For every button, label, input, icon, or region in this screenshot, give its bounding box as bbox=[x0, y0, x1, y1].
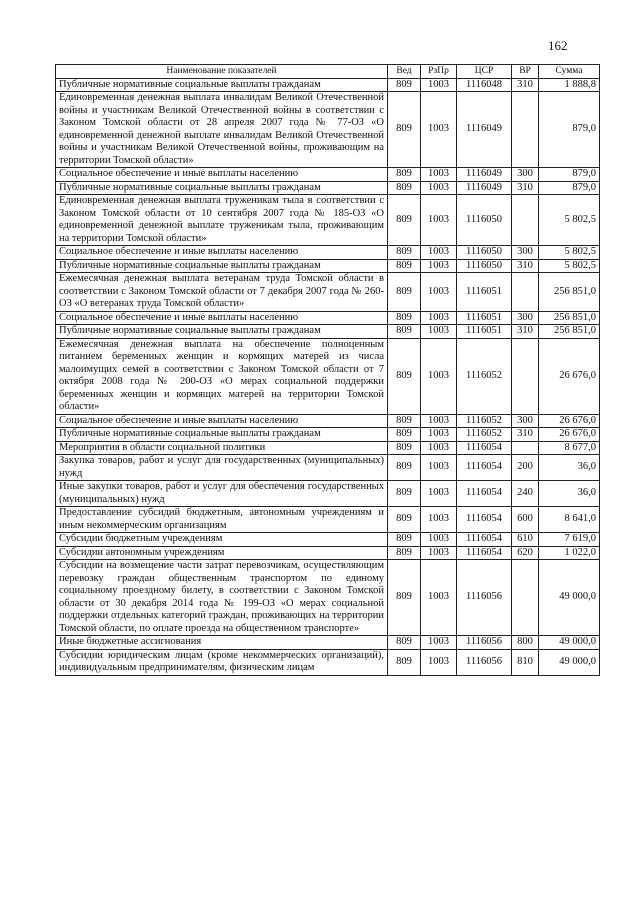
cell-ved: 809 bbox=[388, 181, 421, 195]
cell-vr bbox=[512, 92, 539, 168]
cell-name: Предоставление субсидий бюджетным, автономным учреждениям и иным некоммерческим организациям bbox=[56, 507, 388, 533]
cell-sum: 5 802,5 bbox=[539, 259, 600, 273]
cell-vr: 300 bbox=[512, 168, 539, 182]
cell-csr: 1116056 bbox=[457, 636, 512, 650]
header-vr: ВР bbox=[512, 65, 539, 79]
cell-vr bbox=[512, 441, 539, 455]
cell-csr: 1116049 bbox=[457, 168, 512, 182]
cell-name: Субсидии на возмещение части затрат перевозчикам, осуществляющим перевозку граждан общественным транспортом по единому социальному проездному билету, в соответствии с Законом Томской области от 30 декабря 2014 года № 199-ОЗ «О мерах социальной поддержки отдельных категорий граждан, проживающих на территории Томской области, по оплате проезда на общественном транспорте» bbox=[56, 560, 388, 636]
cell-vr: 200 bbox=[512, 455, 539, 481]
page-number: 162 bbox=[548, 38, 568, 53]
cell-name: Ежемесячная денежная выплата на обеспечение полноценным питанием беременных женщин и кормящих матерей из числа малоимущих семей в соответствии с Законом Томской области от 7 октября 2008 года № 200-ОЗ «О мерах социальной поддержки беременных женщин и кормящих матерей на территории Томской области» bbox=[56, 338, 388, 414]
cell-csr: 1116050 bbox=[457, 195, 512, 246]
table-row bbox=[56, 195, 600, 246]
cell-rzpr: 1003 bbox=[421, 441, 457, 455]
cell-sum: 49 000,0 bbox=[539, 560, 600, 636]
cell-sum: 256 851,0 bbox=[539, 273, 600, 312]
cell-ved: 809 bbox=[388, 273, 421, 312]
table-header-row bbox=[56, 65, 600, 79]
cell-vr: 620 bbox=[512, 546, 539, 560]
cell-vr: 310 bbox=[512, 78, 539, 92]
cell-rzpr: 1003 bbox=[421, 311, 457, 325]
cell-vr: 240 bbox=[512, 481, 539, 507]
cell-name: Единовременная денежная выплата инвалидам Великой Отечественной войны и участникам Великой Отечественной войны в соответствии с Законом Томской области от 28 апреля 2007 года № 77-ОЗ «О единовременной денежной выплате инвалидам Великой Отечественной войны и участникам Великой Отечественной войны, проживающим на территории Томской области» bbox=[56, 92, 388, 168]
cell-csr: 1116051 bbox=[457, 273, 512, 312]
cell-ved: 809 bbox=[388, 481, 421, 507]
cell-name: Публичные нормативные социальные выплаты гражданам bbox=[56, 181, 388, 195]
cell-name: Публичные нормативные социальные выплаты гражданам bbox=[56, 325, 388, 339]
cell-name: Субсидии автономным учреждениям bbox=[56, 546, 388, 560]
cell-rzpr: 1003 bbox=[421, 325, 457, 339]
cell-ved: 809 bbox=[388, 560, 421, 636]
table-row bbox=[56, 246, 600, 260]
table-row bbox=[56, 649, 600, 675]
cell-name: Публичные нормативные социальные выплаты гражданам bbox=[56, 259, 388, 273]
cell-ved: 809 bbox=[388, 414, 421, 428]
cell-sum: 879,0 bbox=[539, 181, 600, 195]
table-row bbox=[56, 168, 600, 182]
cell-csr: 1116054 bbox=[457, 507, 512, 533]
cell-csr: 1116051 bbox=[457, 325, 512, 339]
table-row bbox=[56, 78, 600, 92]
cell-csr: 1116051 bbox=[457, 311, 512, 325]
cell-rzpr: 1003 bbox=[421, 560, 457, 636]
cell-csr: 1116050 bbox=[457, 246, 512, 260]
cell-sum: 1 888,8 bbox=[539, 78, 600, 92]
cell-sum: 26 676,0 bbox=[539, 338, 600, 414]
cell-ved: 809 bbox=[388, 649, 421, 675]
cell-name: Социальное обеспечение и иные выплаты населению bbox=[56, 246, 388, 260]
cell-name: Единовременная денежная выплата труженикам тыла в соответствии с Законом Томской области от 10 сентября 2007 года № 185-ОЗ «О единовременной денежной выплате труженикам тыла, проживающим на территории Томской области» bbox=[56, 195, 388, 246]
header-csr: ЦСР bbox=[457, 65, 512, 79]
table-row bbox=[56, 507, 600, 533]
table-row bbox=[56, 181, 600, 195]
cell-csr: 1116056 bbox=[457, 649, 512, 675]
cell-ved: 809 bbox=[388, 441, 421, 455]
cell-rzpr: 1003 bbox=[421, 428, 457, 442]
cell-sum: 36,0 bbox=[539, 455, 600, 481]
cell-sum: 5 802,5 bbox=[539, 195, 600, 246]
cell-vr: 600 bbox=[512, 507, 539, 533]
cell-ved: 809 bbox=[388, 168, 421, 182]
table-row bbox=[56, 428, 600, 442]
cell-vr bbox=[512, 560, 539, 636]
table-row bbox=[56, 273, 600, 312]
table-row bbox=[56, 311, 600, 325]
header-name: Наименование показателей bbox=[56, 65, 388, 79]
cell-name: Социальное обеспечение и иные выплаты населению bbox=[56, 168, 388, 182]
cell-csr: 1116050 bbox=[457, 259, 512, 273]
table-row bbox=[56, 546, 600, 560]
cell-vr: 300 bbox=[512, 311, 539, 325]
cell-ved: 809 bbox=[388, 325, 421, 339]
cell-sum: 8 641,0 bbox=[539, 507, 600, 533]
cell-vr: 310 bbox=[512, 428, 539, 442]
cell-csr: 1116052 bbox=[457, 338, 512, 414]
table-row bbox=[56, 636, 600, 650]
cell-csr: 1116054 bbox=[457, 481, 512, 507]
table-row bbox=[56, 441, 600, 455]
cell-vr: 310 bbox=[512, 181, 539, 195]
cell-name: Социальное обеспечение и иные выплаты населению bbox=[56, 414, 388, 428]
table-row bbox=[56, 414, 600, 428]
cell-ved: 809 bbox=[388, 533, 421, 547]
cell-sum: 26 676,0 bbox=[539, 414, 600, 428]
table-row bbox=[56, 560, 600, 636]
cell-ved: 809 bbox=[388, 455, 421, 481]
cell-rzpr: 1003 bbox=[421, 481, 457, 507]
cell-vr: 800 bbox=[512, 636, 539, 650]
table-row bbox=[56, 481, 600, 507]
cell-vr bbox=[512, 195, 539, 246]
cell-rzpr: 1003 bbox=[421, 181, 457, 195]
table-row bbox=[56, 259, 600, 273]
cell-vr: 300 bbox=[512, 246, 539, 260]
cell-sum: 879,0 bbox=[539, 168, 600, 182]
table-row bbox=[56, 92, 600, 168]
cell-rzpr: 1003 bbox=[421, 636, 457, 650]
table-row bbox=[56, 325, 600, 339]
cell-name: Ежемесячная денежная выплата ветеранам труда Томской области в соответствии с Законом Томской области от 7 декабря 2007 года № 260-ОЗ «О ветеранах труда Томской области» bbox=[56, 273, 388, 312]
cell-csr: 1116054 bbox=[457, 441, 512, 455]
cell-sum: 8 677,0 bbox=[539, 441, 600, 455]
cell-ved: 809 bbox=[388, 195, 421, 246]
cell-rzpr: 1003 bbox=[421, 338, 457, 414]
cell-sum: 7 619,0 bbox=[539, 533, 600, 547]
cell-csr: 1116049 bbox=[457, 181, 512, 195]
cell-sum: 256 851,0 bbox=[539, 311, 600, 325]
cell-ved: 809 bbox=[388, 92, 421, 168]
cell-rzpr: 1003 bbox=[421, 259, 457, 273]
cell-vr: 310 bbox=[512, 325, 539, 339]
cell-rzpr: 1003 bbox=[421, 78, 457, 92]
budget-table bbox=[55, 64, 600, 676]
cell-vr: 810 bbox=[512, 649, 539, 675]
cell-csr: 1116054 bbox=[457, 455, 512, 481]
cell-ved: 809 bbox=[388, 78, 421, 92]
cell-vr: 310 bbox=[512, 259, 539, 273]
cell-ved: 809 bbox=[388, 428, 421, 442]
cell-ved: 809 bbox=[388, 311, 421, 325]
cell-rzpr: 1003 bbox=[421, 414, 457, 428]
cell-ved: 809 bbox=[388, 259, 421, 273]
cell-csr: 1116052 bbox=[457, 428, 512, 442]
cell-rzpr: 1003 bbox=[421, 649, 457, 675]
cell-sum: 5 802,5 bbox=[539, 246, 600, 260]
cell-vr: 610 bbox=[512, 533, 539, 547]
cell-ved: 809 bbox=[388, 338, 421, 414]
cell-name: Публичные нормативные социальные выплаты гражданам bbox=[56, 78, 388, 92]
cell-csr: 1116054 bbox=[457, 546, 512, 560]
cell-ved: 809 bbox=[388, 507, 421, 533]
header-ved: Вед bbox=[388, 65, 421, 79]
cell-rzpr: 1003 bbox=[421, 92, 457, 168]
cell-name: Иные бюджетные ассигнования bbox=[56, 636, 388, 650]
cell-name: Социальное обеспечение и иные выплаты населению bbox=[56, 311, 388, 325]
cell-name: Мероприятия в области социальной политики bbox=[56, 441, 388, 455]
cell-sum: 49 000,0 bbox=[539, 636, 600, 650]
table-row bbox=[56, 338, 600, 414]
cell-rzpr: 1003 bbox=[421, 273, 457, 312]
cell-vr bbox=[512, 338, 539, 414]
header-sum: Сумма bbox=[539, 65, 600, 79]
cell-name: Публичные нормативные социальные выплаты гражданам bbox=[56, 428, 388, 442]
cell-vr: 300 bbox=[512, 414, 539, 428]
cell-sum: 256 851,0 bbox=[539, 325, 600, 339]
cell-csr: 1116054 bbox=[457, 533, 512, 547]
cell-csr: 1116052 bbox=[457, 414, 512, 428]
cell-vr bbox=[512, 273, 539, 312]
table-row bbox=[56, 455, 600, 481]
header-rzpr: РзПр bbox=[421, 65, 457, 79]
cell-ved: 809 bbox=[388, 246, 421, 260]
cell-rzpr: 1003 bbox=[421, 533, 457, 547]
cell-rzpr: 1003 bbox=[421, 246, 457, 260]
cell-sum: 1 022,0 bbox=[539, 546, 600, 560]
cell-sum: 49 000,0 bbox=[539, 649, 600, 675]
cell-csr: 1116049 bbox=[457, 92, 512, 168]
cell-sum: 879,0 bbox=[539, 92, 600, 168]
cell-name: Субсидии юридическим лицам (кроме некоммерческих организаций), индивидуальным предпринимателям, физическим лицам bbox=[56, 649, 388, 675]
cell-name: Закупка товаров, работ и услуг для государственных (муниципальных) нужд bbox=[56, 455, 388, 481]
cell-ved: 809 bbox=[388, 636, 421, 650]
cell-rzpr: 1003 bbox=[421, 195, 457, 246]
cell-sum: 36,0 bbox=[539, 481, 600, 507]
cell-rzpr: 1003 bbox=[421, 507, 457, 533]
cell-rzpr: 1003 bbox=[421, 168, 457, 182]
cell-csr: 1116048 bbox=[457, 78, 512, 92]
cell-ved: 809 bbox=[388, 546, 421, 560]
table-row bbox=[56, 533, 600, 547]
cell-rzpr: 1003 bbox=[421, 455, 457, 481]
cell-name: Иные закупки товаров, работ и услуг для обеспечения государственных (муниципальных) нужд bbox=[56, 481, 388, 507]
cell-csr: 1116056 bbox=[457, 560, 512, 636]
cell-sum: 26 676,0 bbox=[539, 428, 600, 442]
cell-rzpr: 1003 bbox=[421, 546, 457, 560]
cell-name: Субсидии бюджетным учреждениям bbox=[56, 533, 388, 547]
